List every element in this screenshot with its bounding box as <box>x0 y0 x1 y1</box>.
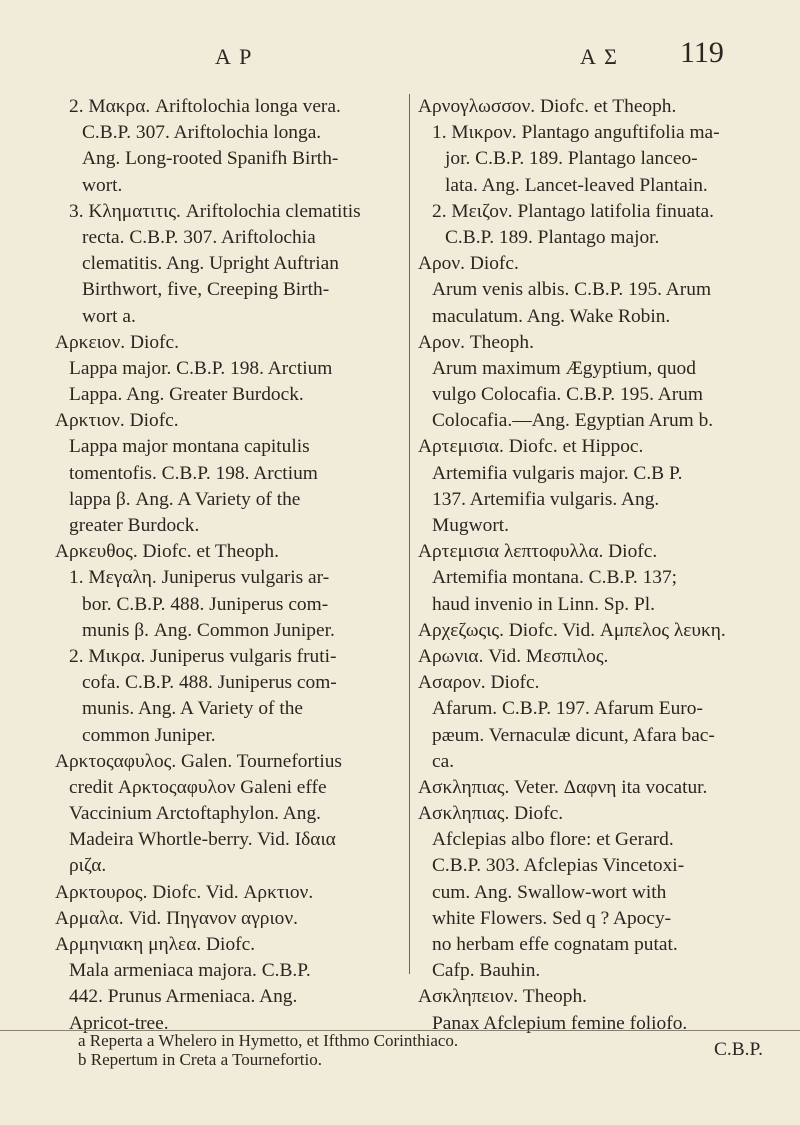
left-column-line: ριζα. <box>69 855 107 877</box>
left-column-line: 2. Μακρα. Ariftolochia longa vera. <box>69 96 341 117</box>
left-column-line: munis. Ang. A Variety of the <box>82 698 304 720</box>
right-column-line: haud invenio in Linn. Sp. Pl. <box>432 593 655 615</box>
left-column-line: Αρκειον. Diofc. <box>55 331 179 353</box>
left-column-line: lappa β. Ang. A Variety of the <box>69 488 301 510</box>
right-column-line: Αρτεμισια. Diofc. et Hippoc. <box>418 436 644 458</box>
right-column-line: C.B.P. 189. Plantago major. <box>445 226 660 248</box>
left-column-line: Lappa major. C.B.P. 198. Arctium <box>69 357 333 379</box>
right-column-line: Afarum. C.B.P. 197. Afarum Euro- <box>432 698 703 720</box>
left-column-line: Lappa major montana capitulis <box>69 436 310 458</box>
left-column-line: recta. C.B.P. 307. Ariftolochia <box>82 226 316 248</box>
column-divider <box>409 94 410 974</box>
left-column-line: Apricot-tree. <box>69 1012 169 1034</box>
left-column-line: credit Αρκτοςαφυλον Galeni effe <box>69 776 327 798</box>
left-column-line: Αρκτοςαφυλος. Galen. Tournefortius <box>55 750 342 772</box>
right-column-line: Cafp. Bauhin. <box>432 960 541 982</box>
right-column-line: no herbam effe cognatam putat. <box>432 934 678 955</box>
left-column-line: Αρκτιον. Diofc. <box>55 410 179 432</box>
left-column-line: Lappa. Ang. Greater Burdock. <box>69 384 304 406</box>
left-column-line: C.B.P. 307. Ariftolochia longa. <box>82 122 322 144</box>
right-column-line: Αρχεζωςις. Diofc. Vid. Αμπελος λευκη. <box>418 619 726 641</box>
left-column-line: Αρκτουρος. Diofc. Vid. Αρκτιον. <box>55 881 314 903</box>
right-column-line: 1. Μικρον. Plantago anguftifolia ma- <box>432 122 720 144</box>
right-column-line: vulgo Colocafia. C.B.P. 195. Arum <box>432 384 703 406</box>
right-column-line: Ασαρον. Diofc. <box>418 672 540 694</box>
left-column-line: wort a. <box>82 305 136 327</box>
right-column-line: maculatum. Ang. Wake Robin. <box>432 305 671 327</box>
left-column-line: wort. <box>82 174 123 196</box>
left-column-line: Madeira Whortle-berry. Vid. Ιδαια <box>69 829 336 851</box>
left-column-line: Birthwort, five, Creeping Birth- <box>82 279 330 301</box>
left-column-line: Αρκευθος. Diofc. et Theoph. <box>55 541 279 563</box>
running-head-left: A P <box>215 44 254 69</box>
right-column-line: C.B.P. 303. Afclepias Vincetoxi- <box>432 855 685 877</box>
right-column-line: Ασκληπιας. Veter. Δαφνη ita vocatur. <box>418 776 708 798</box>
left-column-line: tomentofis. C.B.P. 198. Arctium <box>69 462 318 484</box>
left-column-line: cofa. C.B.P. 488. Juniperus com- <box>82 672 337 694</box>
footnotes <box>0 1030 800 1067</box>
left-column <box>55 94 400 1037</box>
left-column-line: common Juniper. <box>82 724 216 746</box>
footnote-b: b Repertum in Creta a Tournefortio. <box>78 1050 322 1069</box>
right-column-line: white Flowers. Sed q ? Apocy- <box>432 907 672 929</box>
right-column-line: Arum venis albis. C.B.P. 195. Arum <box>432 279 712 301</box>
right-column-line: 137. Artemifia vulgaris. Ang. <box>432 488 660 510</box>
right-column-line: 2. Μειζον. Plantago latifolia finuata. <box>432 200 714 222</box>
right-column-line: C.B.P. <box>713 1038 763 1060</box>
right-column-line: Mugwort. <box>432 515 510 536</box>
left-column-line: 1. Μεγαλη. Juniperus vulgaris ar- <box>69 567 330 589</box>
left-column-line: munis β. Ang. Common Juniper. <box>82 619 335 641</box>
right-column-line: Ασκληπιας. Diofc. <box>418 803 564 825</box>
right-column-line: ca. <box>432 750 455 772</box>
left-column-line: Vaccinium Arctoftaphylon. Ang. <box>69 803 322 825</box>
left-column-line: Ang. Long-rooted Spanifh Birth- <box>82 148 339 170</box>
right-column-line: Colocafia.—Ang. Egyptian Arum b. <box>432 410 714 432</box>
left-column-line: Αρμαλα. Vid. Πηγανον αγριον. <box>55 907 298 929</box>
running-head-right: A Σ <box>580 44 619 69</box>
left-column-line: bor. C.B.P. 488. Juniperus com- <box>82 593 329 615</box>
left-column-line: Mala armeniaca majora. C.B.P. <box>69 960 311 982</box>
right-column-line: Αρτεμισια λεπτοφυλλα. Diofc. <box>418 541 658 563</box>
right-column-line: Artemifia vulgaris major. C.B P. <box>432 462 683 484</box>
left-column-line: 2. Μικρα. Juniperus vulgaris fruti- <box>69 645 337 667</box>
left-column-line: Αρμηνιακη μηλεα. Diofc. <box>55 934 256 955</box>
right-column-line: pæum. Vernaculæ dicunt, Afara bac- <box>432 724 715 746</box>
left-column-line: 3. Κληματιτις. Ariftolochia clematitis <box>69 200 361 222</box>
right-column-line: Panax Afclepium femine foliofo. <box>432 1012 688 1034</box>
page-number: 119 <box>680 36 724 69</box>
right-column-line: Artemifia montana. C.B.P. 137; <box>432 567 678 589</box>
right-column-line: cum. Ang. Swallow-wort with <box>432 881 667 903</box>
left-column-line: clematitis. Ang. Upright Auftrian <box>82 253 339 275</box>
right-column-line: Ασκληπειον. Theoph. <box>418 986 587 1008</box>
right-column-line: Αρον. Diofc. <box>418 253 519 275</box>
left-column-line: greater Burdock. <box>69 515 200 536</box>
right-column-line: jor. C.B.P. 189. Plantago lanceo- <box>445 148 698 170</box>
right-column-line: Αρον. Theoph. <box>418 331 534 353</box>
left-column-line: 442. Prunus Armeniaca. Ang. <box>69 986 298 1008</box>
right-column-line: lata. Ang. Lancet-leaved Plantain. <box>445 174 708 196</box>
right-column-line: Αρωνια. Vid. Μεσπιλος. <box>418 645 609 667</box>
page-header <box>0 36 800 84</box>
right-column-line: Afclepias albo flore: et Gerard. <box>432 829 674 851</box>
right-column <box>418 94 763 1063</box>
right-column-line: Αρνογλωσσον. Diofc. et Theoph. <box>418 96 677 117</box>
footnote-a: a Reperta a Whelero in Hymetto, et Ifthmo Corinthiaco. <box>78 1031 459 1050</box>
right-column-line: Arum maximum Ægyptium, quod <box>432 357 696 379</box>
